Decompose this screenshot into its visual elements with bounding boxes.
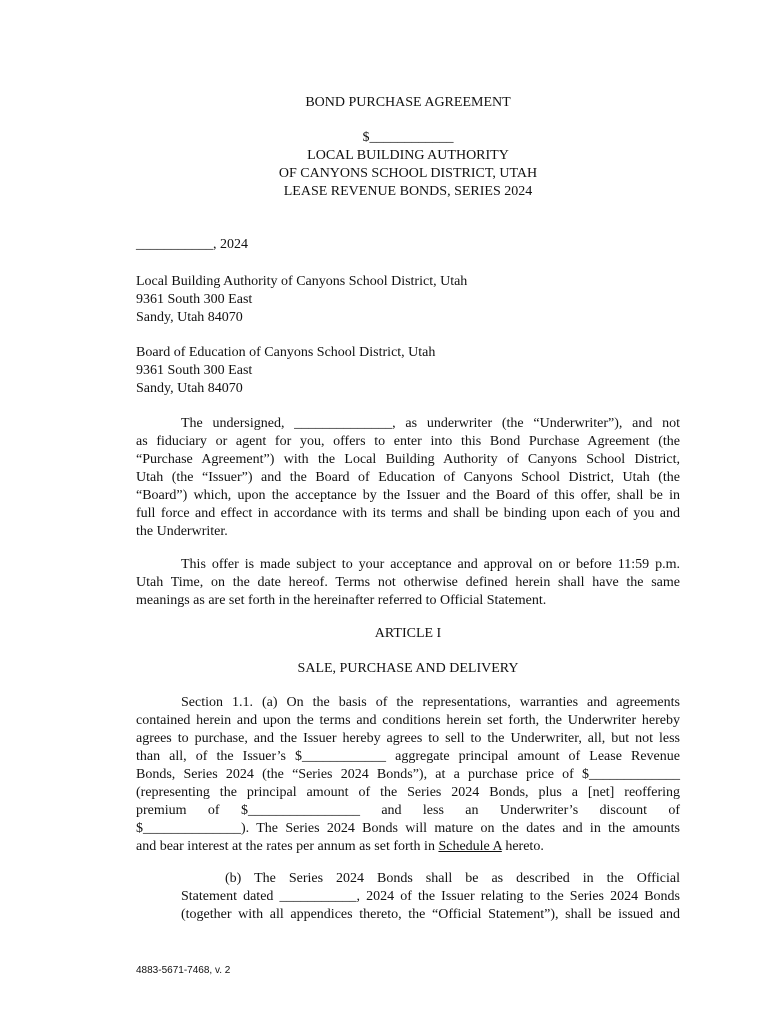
paragraph-line: “Purchase Agreement”) with the Local Building Authority of Canyons School District, xyxy=(136,452,680,467)
issuer-line-1: LOCAL BUILDING AUTHORITY xyxy=(307,148,509,163)
addressee-street: 9361 South 300 East xyxy=(136,363,253,378)
paragraph-line: Utah Time, on the date hereof. Terms not otherwise defined herein shall have the same xyxy=(136,575,680,590)
paragraph-line: than all, of the Issuer’s $____________ aggregate principal amount of Lease Revenue xyxy=(136,749,680,764)
document-id-footer: 4883-5671-7468, v. 2 xyxy=(136,965,231,976)
paragraph-line: the Underwriter. xyxy=(136,524,228,539)
section-1-1-b xyxy=(181,870,680,924)
section-1-1 xyxy=(136,694,680,856)
paragraph-line: and bear interest at the rates per annum as set forth in Schedule A hereto. xyxy=(136,839,544,854)
paragraph-line: The undersigned, ______________, as underwriter (the “Underwriter”), and not xyxy=(181,416,680,431)
addressee-street: 9361 South 300 East xyxy=(136,292,253,307)
paragraph-line: contained herein and upon the terms and conditions herein set forth, the Underwriter hereby xyxy=(136,713,680,728)
addressee-city: Sandy, Utah 84070 xyxy=(136,310,243,325)
paragraph-line: Section 1.1. (a) On the basis of the representations, warranties and agreements xyxy=(181,695,680,710)
article-number: ARTICLE I xyxy=(374,626,442,641)
article-heading: SALE, PURCHASE AND DELIVERY xyxy=(297,661,519,676)
date-line: ___________, 2024 xyxy=(136,237,248,252)
addressee-authority xyxy=(136,273,680,327)
agreement-title: BOND PURCHASE AGREEMENT xyxy=(305,95,511,110)
addressee-city: Sandy, Utah 84070 xyxy=(136,381,243,396)
paragraph-line: Bonds, Series 2024 (the “Series 2024 Bonds”), at a purchase price of $_____________ xyxy=(136,767,680,782)
bond-series-line: LEASE REVENUE BONDS, SERIES 2024 xyxy=(283,184,533,199)
paragraph-line: “Board”) which, upon the acceptance by the Issuer and the Board of this offer, shall be in xyxy=(136,488,680,503)
acceptance-paragraph xyxy=(136,556,680,610)
paragraph-line: meanings as are set forth in the hereinafter referred to Official Statement. xyxy=(136,593,547,608)
issuer-line-2: OF CANYONS SCHOOL DISTRICT, UTAH xyxy=(278,166,538,181)
offer-paragraph xyxy=(136,415,680,541)
paragraph-line: (representing the principal amount of the Series 2024 Bonds, plus a [net] reoffering xyxy=(136,785,680,800)
paragraph-line: Statement dated ___________, 2024 of the Issuer relating to the Series 2024 Bonds xyxy=(181,889,680,904)
addressee-board xyxy=(136,344,680,398)
paragraph-line: This offer is made subject to your acceptance and approval on or before 11:59 p.m. xyxy=(181,557,680,572)
paragraph-line: (together with all appendices thereto, the “Official Statement”), shall be issued and xyxy=(181,907,680,922)
paragraph-line: Utah (the “Issuer”) and the Board of Education of Canyons School District, Utah (the xyxy=(136,470,680,485)
paragraph-line: full force and effect in accordance with its terms and shall be binding upon each of you and xyxy=(136,506,680,521)
schedule-a-link[interactable]: Schedule A xyxy=(438,839,502,854)
principal-amount: $____________ xyxy=(362,130,454,145)
addressee-name: Local Building Authority of Canyons School District, Utah xyxy=(136,274,468,289)
paragraph-line: $______________). The Series 2024 Bonds will mature on the dates and in the amounts xyxy=(136,821,680,836)
addressee-name: Board of Education of Canyons School District, Utah xyxy=(136,345,436,360)
paragraph-line: (b) The Series 2024 Bonds shall be as described in the Official xyxy=(225,871,680,886)
paragraph-line: premium of $________________ and less an Underwriter’s discount of xyxy=(136,803,680,818)
paragraph-line: agrees to purchase, and the Issuer hereby agrees to sell to the Underwriter, all, but not less xyxy=(136,731,680,746)
paragraph-line: as fiduciary or agent for you, offers to enter into this Bond Purchase Agreement (the xyxy=(136,434,680,449)
